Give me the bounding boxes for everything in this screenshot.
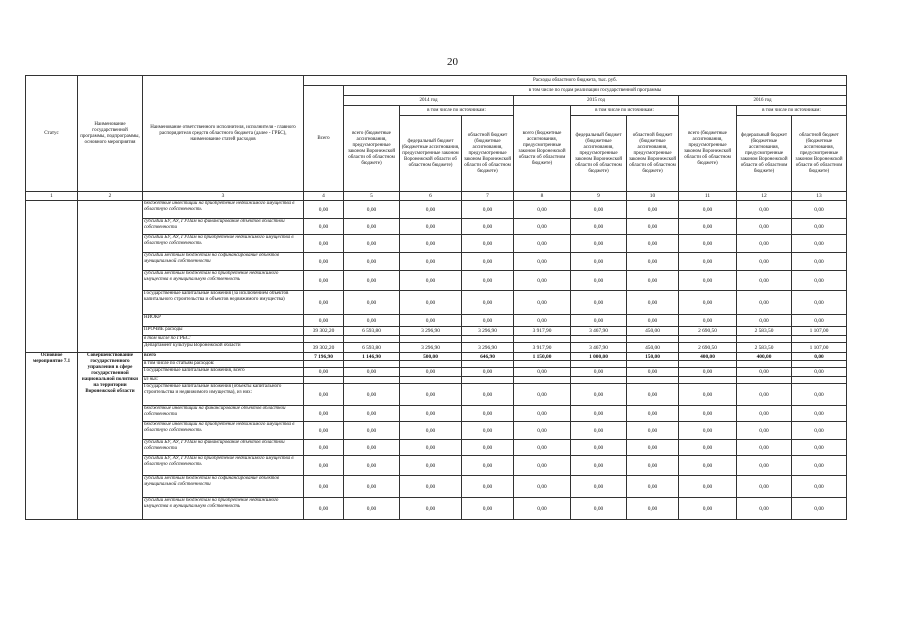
value-cell: 1 150,00 bbox=[514, 353, 571, 361]
expense-article-label: субсидии местным бюджетам на приобретение недвижимого имущества в муниципальную собственность bbox=[143, 498, 304, 520]
header-executor: Наименование ответственного исполнителя, исполнителя - главного распорядителя средств областного бюджета (далее - ГРБС), наименование статей расходов bbox=[143, 76, 304, 192]
value-cell: 0,00 bbox=[462, 498, 514, 520]
value-cell: 0,00 bbox=[344, 271, 400, 291]
value-cell: 0,00 bbox=[792, 291, 847, 315]
value-cell bbox=[514, 336, 571, 343]
header-2016-by-sources: в том числе по источникам: bbox=[737, 106, 847, 116]
value-cell: 0,00 bbox=[344, 498, 400, 520]
value-cell: 0,00 bbox=[679, 406, 737, 422]
value-cell bbox=[679, 377, 737, 384]
value-cell: 0,00 bbox=[400, 406, 462, 422]
value-cell: 0,00 bbox=[792, 456, 847, 476]
value-cell: 0,00 bbox=[627, 498, 679, 520]
value-cell bbox=[514, 361, 571, 368]
expense-article-label: субсидии БУ, АУ, ГУПам на финансирование объектов областной собственности bbox=[143, 219, 304, 235]
value-cell: 6 593,80 bbox=[344, 343, 400, 353]
table-row bbox=[26, 315, 847, 327]
value-cell: 2 583,50 bbox=[737, 327, 792, 336]
value-cell: 0,00 bbox=[627, 315, 679, 327]
column-number: 1 bbox=[26, 192, 78, 201]
header-2014-regional: областной бюджет (бюджетные ассигнования, предусмотренные законом Воронежской области об областном бюджете) bbox=[462, 116, 514, 192]
value-cell: 0,00 bbox=[679, 291, 737, 315]
value-cell: 0,00 bbox=[737, 271, 792, 291]
value-cell: 0,00 bbox=[304, 253, 344, 271]
value-cell bbox=[462, 361, 514, 368]
measure-row bbox=[26, 498, 847, 520]
value-cell: 500,00 bbox=[400, 353, 462, 361]
value-cell: 0,00 bbox=[679, 201, 737, 219]
value-cell: 646,90 bbox=[462, 353, 514, 361]
value-cell bbox=[792, 361, 847, 368]
value-cell bbox=[304, 361, 344, 368]
value-cell: 0,00 bbox=[627, 368, 679, 377]
column-number: 7 bbox=[462, 192, 514, 201]
table-body bbox=[26, 201, 847, 520]
value-cell: 1 146,90 bbox=[344, 353, 400, 361]
header-2015-sub-total: всего (бюджетные ассигнования, предусмотренные законом Воронежской области об областном бюджете) bbox=[514, 106, 571, 192]
value-cell bbox=[737, 361, 792, 368]
column-number: 11 bbox=[679, 192, 737, 201]
value-cell bbox=[627, 377, 679, 384]
value-cell: 0,00 bbox=[679, 235, 737, 253]
expense-article-label: в том числе по статьям расходов: bbox=[143, 361, 304, 368]
value-cell: 0,00 bbox=[400, 271, 462, 291]
value-cell: 39 302,20 bbox=[304, 343, 344, 353]
column-numbers-row bbox=[26, 192, 847, 201]
value-cell bbox=[737, 377, 792, 384]
measure-row bbox=[26, 353, 847, 361]
value-cell: 0,00 bbox=[627, 384, 679, 406]
header-2015-regional: областной бюджет (бюджетные ассигнования, предусмотренные законом Воронежской области об областном бюджете) bbox=[627, 116, 679, 192]
value-cell bbox=[679, 336, 737, 343]
header-2015-federal: федеральный бюджет (бюджетные ассигнования, предусмотренные законом Воронежской области об областном бюджете) bbox=[571, 116, 627, 192]
measure-row bbox=[26, 440, 847, 456]
header-expenses-title: Расходы областного бюджета, тыс. руб. bbox=[304, 76, 847, 86]
value-cell: 0,00 bbox=[514, 291, 571, 315]
value-cell bbox=[462, 336, 514, 343]
column-number: 10 bbox=[627, 192, 679, 201]
value-cell: 0,00 bbox=[400, 201, 462, 219]
value-cell: 0,00 bbox=[514, 422, 571, 440]
value-cell: 0,00 bbox=[400, 235, 462, 253]
value-cell: 0,00 bbox=[679, 271, 737, 291]
value-cell: 0,00 bbox=[792, 315, 847, 327]
header-year-2015: 2015 год bbox=[514, 96, 679, 106]
value-cell bbox=[344, 361, 400, 368]
value-cell: 0,00 bbox=[627, 235, 679, 253]
expense-article-label: Государственные капитальные вложения (за исключением объектов капитального строительства и объектов недвижимого имущества) bbox=[143, 291, 304, 315]
value-cell: 0,00 bbox=[571, 315, 627, 327]
header-year-2014: 2014 год bbox=[344, 96, 514, 106]
value-cell: 0,00 bbox=[792, 422, 847, 440]
value-cell: 450,00 bbox=[627, 343, 679, 353]
value-cell: 0,00 bbox=[737, 476, 792, 498]
expense-article-label: субсидии местным бюджетам на приобретение недвижимого имущества в муниципальную собственность bbox=[143, 271, 304, 291]
value-cell: 0,00 bbox=[304, 440, 344, 456]
expense-article-label: бюджетные инвестиции на приобретение недвижимого имущества в областную собственность bbox=[143, 201, 304, 219]
value-cell bbox=[304, 377, 344, 384]
measure-name: Совершенствование государственного управления в сфере государственной национальной политики на территории Воронежской области bbox=[78, 353, 143, 520]
value-cell: 0,00 bbox=[400, 476, 462, 498]
table-row bbox=[26, 336, 847, 343]
value-cell: 0,00 bbox=[514, 219, 571, 235]
value-cell: 0,00 bbox=[514, 315, 571, 327]
value-cell: 0,00 bbox=[304, 456, 344, 476]
value-cell: 0,00 bbox=[792, 368, 847, 377]
value-cell bbox=[344, 336, 400, 343]
value-cell: 0,00 bbox=[571, 384, 627, 406]
value-cell: 3 296,90 bbox=[462, 327, 514, 336]
value-cell: 0,00 bbox=[571, 271, 627, 291]
column-number: 3 bbox=[143, 192, 304, 201]
value-cell: 0,00 bbox=[344, 368, 400, 377]
value-cell bbox=[737, 336, 792, 343]
value-cell: 0,00 bbox=[571, 476, 627, 498]
expense-article-label: НИОКР bbox=[143, 315, 304, 327]
value-cell bbox=[792, 336, 847, 343]
value-cell: 0,00 bbox=[400, 498, 462, 520]
value-cell: 1 107,00 bbox=[792, 343, 847, 353]
value-cell: 0,00 bbox=[304, 201, 344, 219]
value-cell: 0,00 bbox=[304, 406, 344, 422]
value-cell: 0,00 bbox=[304, 384, 344, 406]
value-cell: 0,00 bbox=[462, 271, 514, 291]
value-cell: 0,00 bbox=[627, 440, 679, 456]
table-row bbox=[26, 253, 847, 271]
measure-row bbox=[26, 476, 847, 498]
header-year-2016: 2016 год bbox=[679, 96, 847, 106]
value-cell: 3 467,90 bbox=[571, 327, 627, 336]
value-cell: 0,00 bbox=[627, 476, 679, 498]
value-cell bbox=[627, 336, 679, 343]
measure-status: Основное мероприятие 7.1 bbox=[26, 353, 78, 520]
measure-row bbox=[26, 377, 847, 384]
expense-article-label: всего bbox=[143, 353, 304, 361]
value-cell: 0,00 bbox=[792, 406, 847, 422]
value-cell: 0,00 bbox=[571, 422, 627, 440]
header-2014-federal: федеральный бюджет (бюджетные ассигнования, предусмотренные законом Воронежской области об областном бюджете) bbox=[400, 116, 462, 192]
value-cell: 0,00 bbox=[792, 440, 847, 456]
value-cell: 0,00 bbox=[514, 456, 571, 476]
expense-article-label: субсидии местным бюджетам на софинансирование объектов муниципальной собственности bbox=[143, 253, 304, 271]
table-header bbox=[26, 76, 847, 201]
value-cell bbox=[344, 377, 400, 384]
expense-article-label: Департамент культуры Воронежской области bbox=[143, 343, 304, 353]
value-cell: 0,00 bbox=[571, 498, 627, 520]
value-cell: 0,00 bbox=[737, 368, 792, 377]
value-cell: 3 467,90 bbox=[571, 343, 627, 353]
value-cell: 0,00 bbox=[571, 219, 627, 235]
value-cell: 0,00 bbox=[737, 384, 792, 406]
value-cell: 0,00 bbox=[737, 456, 792, 476]
value-cell: 0,00 bbox=[792, 235, 847, 253]
measure-row bbox=[26, 456, 847, 476]
value-cell bbox=[571, 361, 627, 368]
value-cell: 0,00 bbox=[344, 406, 400, 422]
value-cell: 0,00 bbox=[462, 406, 514, 422]
measure-row bbox=[26, 368, 847, 377]
value-cell: 0,00 bbox=[462, 476, 514, 498]
value-cell: 0,00 bbox=[304, 476, 344, 498]
value-cell: 0,00 bbox=[344, 456, 400, 476]
value-cell: 2 583,50 bbox=[737, 343, 792, 353]
value-cell: 0,00 bbox=[737, 440, 792, 456]
value-cell bbox=[627, 361, 679, 368]
value-cell bbox=[679, 361, 737, 368]
value-cell: 0,00 bbox=[514, 476, 571, 498]
value-cell bbox=[304, 336, 344, 343]
value-cell: 0,00 bbox=[792, 384, 847, 406]
value-cell: 0,00 bbox=[571, 253, 627, 271]
value-cell: 0,00 bbox=[304, 498, 344, 520]
value-cell: 400,00 bbox=[737, 353, 792, 361]
value-cell: 0,00 bbox=[462, 235, 514, 253]
value-cell: 0,00 bbox=[679, 440, 737, 456]
value-cell: 6 593,80 bbox=[344, 327, 400, 336]
value-cell: 0,00 bbox=[344, 422, 400, 440]
table-row bbox=[26, 201, 847, 219]
header-2015-by-sources: в том числе по источникам: bbox=[571, 106, 679, 116]
expense-article-label: субсидии местным бюджетам на софинансирование объектов муниципальной собственности bbox=[143, 476, 304, 498]
value-cell: 0,00 bbox=[679, 219, 737, 235]
value-cell bbox=[400, 361, 462, 368]
value-cell: 0,00 bbox=[679, 476, 737, 498]
value-cell: 0,00 bbox=[344, 315, 400, 327]
value-cell: 0,00 bbox=[400, 384, 462, 406]
value-cell: 0,00 bbox=[792, 219, 847, 235]
value-cell: 0,00 bbox=[571, 201, 627, 219]
value-cell: 0,00 bbox=[737, 235, 792, 253]
column-number: 6 bbox=[400, 192, 462, 201]
value-cell: 0,00 bbox=[462, 315, 514, 327]
value-cell: 150,00 bbox=[627, 353, 679, 361]
value-cell: 0,00 bbox=[737, 422, 792, 440]
value-cell: 0,00 bbox=[400, 291, 462, 315]
column-number: 12 bbox=[737, 192, 792, 201]
value-cell: 7 196,90 bbox=[304, 353, 344, 361]
value-cell: 0,00 bbox=[514, 498, 571, 520]
header-2016-federal: федеральный бюджет (бюджетные ассигнования, предусмотренные законом Воронежской области об областном бюджете) bbox=[737, 116, 792, 192]
value-cell: 0,00 bbox=[571, 456, 627, 476]
value-cell: 0,00 bbox=[514, 368, 571, 377]
expense-article-label: из них: bbox=[143, 377, 304, 384]
value-cell bbox=[400, 377, 462, 384]
value-cell: 0,00 bbox=[344, 253, 400, 271]
value-cell: 0,00 bbox=[462, 440, 514, 456]
value-cell bbox=[514, 377, 571, 384]
value-cell bbox=[571, 377, 627, 384]
value-cell: 0,00 bbox=[344, 291, 400, 315]
value-cell: 0,00 bbox=[514, 201, 571, 219]
column-number: 2 bbox=[78, 192, 143, 201]
value-cell bbox=[400, 336, 462, 343]
table-row bbox=[26, 343, 847, 353]
value-cell: 0,00 bbox=[571, 235, 627, 253]
value-cell: 0,00 bbox=[627, 201, 679, 219]
expense-article-label: субсидии БУ, АУ, ГУПам на приобретение недвижимого имущества в областную собственность bbox=[143, 235, 304, 253]
value-cell: 0,00 bbox=[679, 456, 737, 476]
value-cell: 0,00 bbox=[462, 291, 514, 315]
value-cell: 0,00 bbox=[462, 422, 514, 440]
header-2016-sub-total: всего (бюджетные ассигнования, предусмотренные законом Воронежской области об областном бюджете) bbox=[679, 106, 737, 192]
value-cell: 1 107,00 bbox=[792, 327, 847, 336]
value-cell: 0,00 bbox=[304, 271, 344, 291]
expense-article-label: в том числе по ГРБС: bbox=[143, 336, 304, 343]
value-cell: 3 296,90 bbox=[462, 343, 514, 353]
expense-article-label: бюджетные инвестиции на приобретение недвижимого имущества в областную собственность bbox=[143, 422, 304, 440]
value-cell: 0,00 bbox=[344, 440, 400, 456]
header-2014-by-sources: в том числе по источникам: bbox=[400, 106, 514, 116]
value-cell: 0,00 bbox=[344, 201, 400, 219]
value-cell: 0,00 bbox=[737, 201, 792, 219]
value-cell: 0,00 bbox=[679, 384, 737, 406]
value-cell: 0,00 bbox=[627, 456, 679, 476]
value-cell: 0,00 bbox=[462, 219, 514, 235]
value-cell: 0,00 bbox=[627, 406, 679, 422]
value-cell: 0,00 bbox=[400, 368, 462, 377]
value-cell: 2 690,50 bbox=[679, 343, 737, 353]
value-cell: 0,00 bbox=[400, 315, 462, 327]
table-row bbox=[26, 271, 847, 291]
value-cell: 0,00 bbox=[344, 476, 400, 498]
value-cell: 0,00 bbox=[462, 201, 514, 219]
value-cell: 0,00 bbox=[737, 253, 792, 271]
value-cell: 0,00 bbox=[571, 406, 627, 422]
value-cell: 0,00 bbox=[514, 253, 571, 271]
value-cell: 0,00 bbox=[304, 368, 344, 377]
expense-article-label: ПРОЧИЕ расходы bbox=[143, 327, 304, 336]
value-cell: 0,00 bbox=[462, 368, 514, 377]
value-cell: 0,00 bbox=[304, 235, 344, 253]
value-cell: 450,00 bbox=[627, 327, 679, 336]
table-row bbox=[26, 327, 847, 336]
column-number: 9 bbox=[571, 192, 627, 201]
value-cell: 0,00 bbox=[679, 422, 737, 440]
value-cell: 0,00 bbox=[792, 253, 847, 271]
value-cell: 0,00 bbox=[462, 253, 514, 271]
column-number: 5 bbox=[344, 192, 400, 201]
measure-row bbox=[26, 361, 847, 368]
expenses-table bbox=[25, 75, 847, 520]
measure-row bbox=[26, 422, 847, 440]
column-number: 8 bbox=[514, 192, 571, 201]
value-cell: 0,00 bbox=[792, 498, 847, 520]
expense-article-label: субсидии БУ, АУ, ГУПам на приобретение недвижимого имущества в областную собственность bbox=[143, 456, 304, 476]
table-row bbox=[26, 235, 847, 253]
value-cell bbox=[462, 377, 514, 384]
value-cell: 0,00 bbox=[344, 219, 400, 235]
value-cell: 0,00 bbox=[792, 201, 847, 219]
value-cell: 0,00 bbox=[679, 368, 737, 377]
value-cell: 3 917,90 bbox=[514, 327, 571, 336]
value-cell: 0,00 bbox=[304, 291, 344, 315]
value-cell: 0,00 bbox=[400, 219, 462, 235]
expenses-table-wrapper bbox=[25, 75, 847, 520]
table-row bbox=[26, 219, 847, 235]
column-number: 4 bbox=[304, 192, 344, 201]
header-program-name: Наименование государственной программы, подпрограммы, основного мероприятия bbox=[78, 76, 143, 192]
expense-article-label: Государственные капитальные вложения (объекты капитального строительства и недвижимого имущества), из них: bbox=[143, 384, 304, 406]
value-cell: 0,00 bbox=[737, 406, 792, 422]
value-cell: 39 302,20 bbox=[304, 327, 344, 336]
value-cell: 0,00 bbox=[400, 456, 462, 476]
value-cell: 0,00 bbox=[400, 440, 462, 456]
value-cell: 0,00 bbox=[514, 440, 571, 456]
measure-row bbox=[26, 384, 847, 406]
value-cell bbox=[571, 336, 627, 343]
value-cell: 0,00 bbox=[571, 368, 627, 377]
value-cell: 0,00 bbox=[462, 384, 514, 406]
value-cell: 0,00 bbox=[344, 235, 400, 253]
expense-article-label: бюджетные инвестиции на финансирование объектов областной собственности bbox=[143, 406, 304, 422]
program-cell-empty bbox=[78, 201, 143, 353]
expense-article-label: субсидии БУ, АУ, ГУПам на финансирование объектов областной собственности bbox=[143, 440, 304, 456]
value-cell: 0,00 bbox=[792, 271, 847, 291]
value-cell: 0,00 bbox=[514, 406, 571, 422]
value-cell: 0,00 bbox=[627, 422, 679, 440]
measure-row bbox=[26, 406, 847, 422]
table-row bbox=[26, 291, 847, 315]
header-total: Всего bbox=[304, 86, 344, 192]
value-cell: 0,00 bbox=[571, 440, 627, 456]
column-number: 13 bbox=[792, 192, 847, 201]
value-cell: 0,00 bbox=[679, 253, 737, 271]
value-cell: 3 296,90 bbox=[400, 327, 462, 336]
header-status: Статус bbox=[26, 76, 78, 192]
header-2014-sub-total: всего (бюджетные ассигнования, предусмотренные законом Воронежской области об областном бюджете) bbox=[344, 106, 400, 192]
value-cell: 400,00 bbox=[679, 353, 737, 361]
value-cell: 0,00 bbox=[304, 422, 344, 440]
value-cell: 0,00 bbox=[400, 422, 462, 440]
value-cell: 1 000,00 bbox=[571, 353, 627, 361]
value-cell: 0,00 bbox=[514, 235, 571, 253]
value-cell: 0,00 bbox=[679, 498, 737, 520]
value-cell: 0,00 bbox=[514, 271, 571, 291]
value-cell: 3 917,90 bbox=[514, 343, 571, 353]
value-cell: 0,00 bbox=[792, 353, 847, 361]
value-cell: 0,00 bbox=[627, 271, 679, 291]
value-cell: 0,00 bbox=[792, 476, 847, 498]
value-cell bbox=[792, 377, 847, 384]
value-cell: 0,00 bbox=[344, 384, 400, 406]
value-cell: 0,00 bbox=[679, 315, 737, 327]
value-cell: 0,00 bbox=[737, 498, 792, 520]
value-cell: 0,00 bbox=[304, 315, 344, 327]
value-cell: 0,00 bbox=[400, 253, 462, 271]
value-cell: 0,00 bbox=[627, 291, 679, 315]
header-2016-regional: областной бюджет (бюджетные ассигнования, предусмотренные законом Воронежской области об областном бюджете) bbox=[792, 116, 847, 192]
value-cell: 3 296,90 bbox=[400, 343, 462, 353]
value-cell: 0,00 bbox=[571, 291, 627, 315]
value-cell: 0,00 bbox=[462, 456, 514, 476]
value-cell: 0,00 bbox=[737, 315, 792, 327]
value-cell: 0,00 bbox=[627, 219, 679, 235]
expense-article-label: Государственные капитальные вложения, всего bbox=[143, 368, 304, 377]
status-cell-empty bbox=[26, 201, 78, 353]
value-cell: 2 690,50 bbox=[679, 327, 737, 336]
header-by-years: в том числе по годам реализации государственной программы bbox=[344, 86, 847, 96]
value-cell: 0,00 bbox=[304, 219, 344, 235]
value-cell: 0,00 bbox=[737, 219, 792, 235]
value-cell: 0,00 bbox=[514, 384, 571, 406]
value-cell: 0,00 bbox=[627, 253, 679, 271]
value-cell: 0,00 bbox=[737, 291, 792, 315]
page-number: 20 bbox=[447, 56, 458, 68]
